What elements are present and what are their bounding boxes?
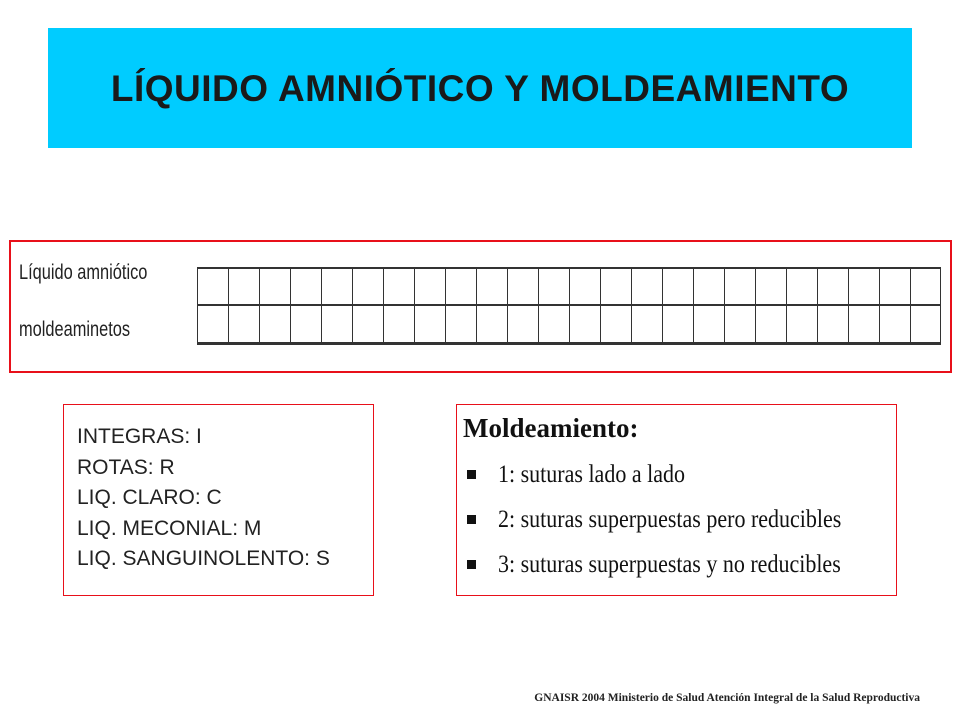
molding-legend-box — [456, 404, 897, 596]
record-grid-cell[interactable] — [569, 306, 600, 343]
record-grid-cell[interactable] — [724, 306, 755, 343]
record-grid-cell[interactable] — [569, 269, 600, 306]
footer-citation: GNAISR 2004 Ministerio de Salud Atención Integral de la Salud Reproductiva — [534, 692, 920, 704]
code-line-bloody: LIQ. SANGUINOLENTO: S — [77, 547, 330, 570]
record-grid-cell[interactable] — [476, 269, 507, 306]
record-grid-cell[interactable] — [383, 269, 414, 306]
record-grid-cell[interactable] — [445, 306, 476, 343]
record-grid-cell[interactable] — [383, 306, 414, 343]
record-grid-cell[interactable] — [879, 306, 910, 343]
slide-title: LÍQUIDO AMNIÓTICO Y MOLDEAMIENTO — [110, 68, 850, 109]
record-grid-cell[interactable] — [631, 306, 662, 343]
record-grid-cell[interactable] — [786, 306, 817, 343]
fluid-codes-box — [63, 404, 374, 596]
record-grid-cell[interactable] — [879, 269, 910, 306]
record-grid-cell[interactable] — [693, 269, 724, 306]
record-form-box — [9, 240, 952, 373]
amniotic-fluid-label: Líquido amniótico — [19, 261, 148, 284]
record-grid-cell[interactable] — [600, 269, 631, 306]
code-line-clear: LIQ. CLARO: C — [77, 486, 222, 509]
record-grid-cell[interactable] — [693, 306, 724, 343]
record-grid-cell[interactable] — [910, 306, 941, 343]
record-grid-cell[interactable] — [290, 269, 321, 306]
record-grid-cell[interactable] — [290, 306, 321, 343]
record-grid-cell[interactable] — [352, 306, 383, 343]
record-grid — [197, 267, 941, 345]
molding-item — [463, 452, 896, 497]
molding-item — [463, 542, 896, 587]
record-grid-cell[interactable] — [817, 306, 848, 343]
record-grid-cell[interactable] — [352, 269, 383, 306]
record-grid-cell[interactable] — [476, 306, 507, 343]
record-grid-cell[interactable] — [259, 306, 290, 343]
record-grid-cell[interactable] — [414, 269, 445, 306]
record-grid-cell[interactable] — [755, 306, 786, 343]
record-grid-cell[interactable] — [817, 269, 848, 306]
record-grid-cell[interactable] — [786, 269, 817, 306]
record-grid-cell[interactable] — [600, 306, 631, 343]
record-grid-cell[interactable] — [507, 269, 538, 306]
record-grid-cell[interactable] — [848, 269, 879, 306]
square-bullet-icon — [467, 515, 476, 524]
record-grid-cell[interactable] — [848, 306, 879, 343]
record-grid-cell[interactable] — [445, 269, 476, 306]
square-bullet-icon — [467, 470, 476, 479]
record-grid-cell[interactable] — [662, 269, 693, 306]
molding-item-text: 2: suturas superpuestas pero reducibles — [498, 505, 842, 533]
molding-item — [463, 497, 896, 542]
record-grid-cell[interactable] — [321, 306, 352, 343]
molding-title: Moldeamiento: — [463, 413, 639, 443]
record-grid-cell[interactable] — [755, 269, 786, 306]
record-grid-cell[interactable] — [724, 269, 755, 306]
record-grid-cell[interactable] — [631, 269, 662, 306]
code-line-intact: INTEGRAS: I — [77, 425, 202, 448]
square-bullet-icon — [467, 560, 476, 569]
molding-label: moldeaminetos — [19, 318, 131, 341]
record-grid-cell[interactable] — [910, 269, 941, 306]
code-line-meconium: LIQ. MECONIAL: M — [77, 516, 262, 540]
record-grid-cell[interactable] — [538, 306, 569, 343]
record-grid-cell[interactable] — [228, 269, 259, 306]
record-grid-cell[interactable] — [662, 306, 693, 343]
record-grid-cell[interactable] — [321, 269, 352, 306]
molding-item-text: 1: suturas lado a lado — [498, 460, 685, 488]
record-grid-cell[interactable] — [414, 306, 445, 343]
record-grid-cell[interactable] — [197, 306, 228, 343]
record-grid-cell[interactable] — [197, 269, 228, 306]
molding-item-text: 3: suturas superpuestas y no reducibles — [498, 550, 841, 578]
record-grid-cell[interactable] — [228, 306, 259, 343]
record-grid-cell[interactable] — [507, 306, 538, 343]
record-grid-cell[interactable] — [538, 269, 569, 306]
code-line-ruptured: ROTAS: R — [77, 455, 175, 479]
title-banner — [48, 28, 912, 148]
record-grid-cell[interactable] — [259, 269, 290, 306]
